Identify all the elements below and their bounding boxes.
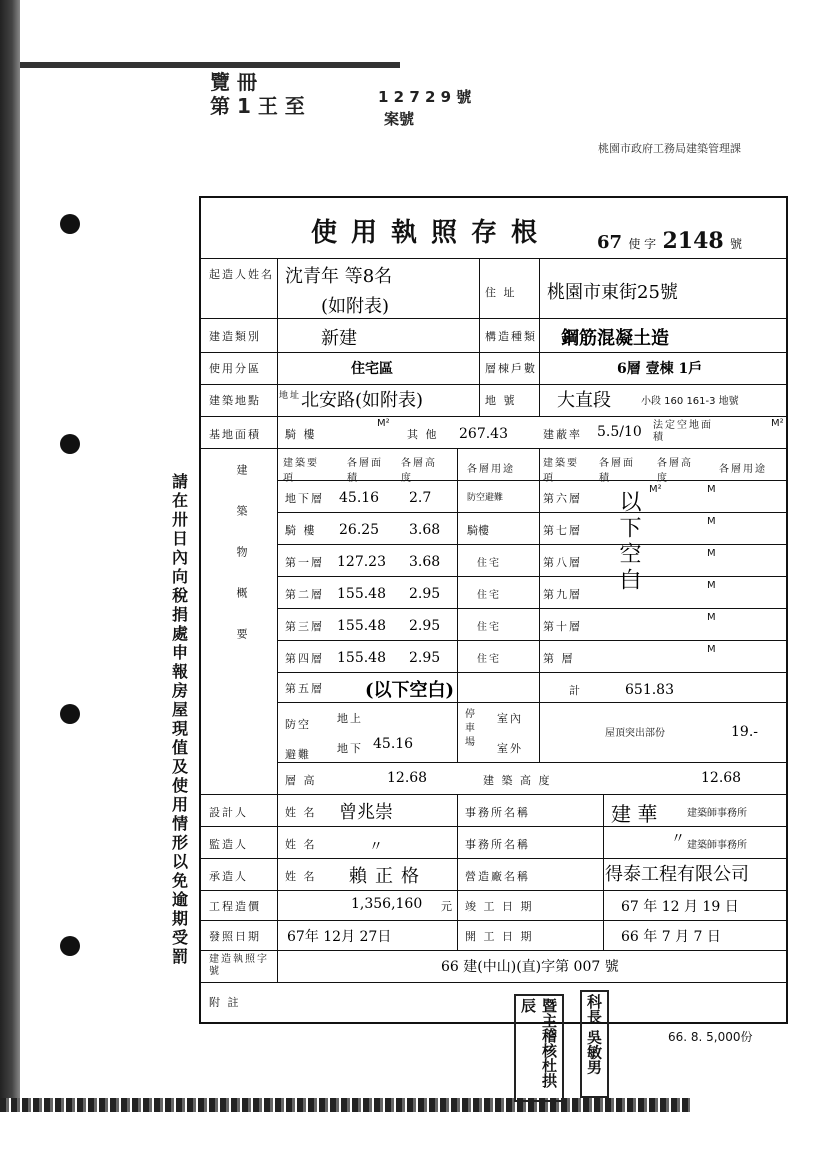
contractor-firm-label: 營造廠名稱 [465,870,530,883]
floor-area: 127.23 [337,554,386,570]
lot-value: 大直段 [557,390,611,411]
row-line [277,576,786,577]
upper-floor-blank: 以下空白 [616,490,641,594]
designer-firm-label: 事務所名稱 [465,806,530,819]
upper-floor-name: 第 層 [543,652,575,665]
floor-name: 第三層 [285,620,324,633]
shelter-label: 防空避難 [285,718,311,761]
floor-use: 住宅 [477,654,501,665]
building-overview-label: 建築物概要 [235,464,248,669]
unit-m2: M² [377,418,390,429]
floor-use: 住宅 [477,558,501,569]
header-stamp-left-top: 覽 冊 [210,70,257,94]
form-number-value: 2148 [662,228,724,254]
complete-label: 竣 工 日 期 [465,900,534,913]
cost-unit: 元 [441,900,452,913]
supervisor-name-label: 姓 名 [285,838,317,851]
lot-label: 地 號 [485,394,517,407]
scan-left-edge [0,0,20,1100]
floors-value: 6層 壹棟 1戶 [617,361,703,377]
coverage-value: 5.5/10 [597,424,642,440]
total-value: 651.83 [625,682,674,698]
row-line [201,352,786,353]
punch-hole [60,214,80,234]
supervisor-firm-label: 事務所名稱 [465,838,530,851]
parking-in-label: 室內 [497,712,523,725]
legal-open-label: 法定空地面積 [653,420,713,443]
contractor-name: 賴正格 [349,866,427,887]
row-line [277,640,786,641]
col-line [479,258,480,416]
roof-value: 19.- [731,724,758,740]
building-height-label: 建 築 高 度 [483,774,552,787]
punch-hole [60,704,80,724]
floor-name: 地下層 [285,492,324,505]
unit-m: M [707,516,716,527]
bottom-stamp-second: 科長 吳敏男 [580,990,609,1098]
row-line [277,512,786,513]
shelter-below-label: 地下 [337,742,363,755]
floor-use: 住宅 [477,590,501,601]
row-line [201,920,786,921]
address-value: 桃園市東街25號 [547,282,678,303]
row-line [277,762,786,763]
row-line [277,672,786,673]
upper-floor-name: 第七層 [543,524,582,537]
unit-m: M [707,580,716,591]
issue-label: 發照日期 [209,930,261,943]
floor-area: 45.16 [339,490,380,506]
row-line [201,794,786,795]
total-height-value: 12.68 [387,770,428,786]
unit-m2: M² [649,484,662,495]
shelter-above-label: 地上 [337,712,363,725]
site-value: 北安路(如附表) [301,390,424,411]
col-area-header: 各層面積 [347,458,383,484]
cost-value: 1,356,160 [351,896,423,912]
parking-label: 停車場 [465,709,477,748]
col-height-header-right: 各層高度 [657,458,693,484]
form-title: 使用執照存根 [311,218,552,248]
site-sub-label: 地址 [279,391,302,401]
bottom-stamp-first: 暨主稽核杜拱辰 [514,994,564,1102]
row-line [201,448,786,449]
col-line [603,794,604,890]
row-line [201,890,786,891]
floor-height: 3.68 [409,522,441,538]
header-stamp-mid-num: 1 2 7 2 9 號 [378,88,472,106]
unit-m: M [707,484,716,495]
structure-value: 鋼筋混凝土造 [561,328,669,349]
row-line [201,384,786,385]
address-label: 住 址 [485,286,517,299]
contractor-firm: 得泰工程有限公司 [605,864,749,885]
upper-floor-name: 第九層 [543,588,582,601]
col-line [539,448,540,762]
arcade-label: 騎 樓 [285,428,317,441]
permit-form [199,196,788,1024]
unit-m: M [707,612,716,623]
other-label: 其 他 [407,428,439,441]
floor-name: 第四層 [285,652,324,665]
permit-value: 66 建(中山)(直)字第 007 號 [441,959,619,975]
zone-value: 住宅區 [351,361,393,377]
floor-use: 騎樓 [467,524,489,537]
punch-hole [60,434,80,454]
col-line [539,258,540,416]
designer-label: 設計人 [209,806,248,819]
floor-use: 住宅 [477,622,501,633]
form-number-suffix: 號 [729,237,742,251]
remarks-label: 附 註 [209,996,241,1009]
floor-name: 騎 樓 [285,524,317,537]
permit-label: 建造執照字號 [209,954,269,977]
total-label: 計 [569,684,582,697]
lot-number: 小段 160 161-3 地號 [641,396,739,407]
punch-hole [60,936,80,956]
col-floor-header: 建築要項 [283,458,319,484]
row-line [277,702,786,703]
owner-label: 起造人姓名 [209,268,274,281]
roof-label: 屋頂突出部份 [605,728,665,739]
col-area-header-right: 各層面積 [599,458,635,484]
contractor-name-label: 姓 名 [285,870,317,883]
form-number-prefix: 67 [597,232,623,253]
floor-use: 防空避難 [467,493,504,503]
floor-height: 2.95 [409,618,441,634]
floor-height: 2.95 [409,650,441,666]
form-number [597,228,742,254]
row-line [201,318,786,319]
floor-area: 155.48 [337,650,386,666]
floor-name: 第五層 [285,682,324,695]
floor-height: 2.95 [409,586,441,602]
col-line [457,890,458,950]
side-note: 請在卅日內向稅捐處申報房屋現值及使用情形以免逾期受罰 [172,472,189,966]
upper-floor-name: 第八層 [543,556,582,569]
owner-note: (如附表) [321,296,390,317]
contractor-label: 承造人 [209,870,248,883]
edition-note: 66. 8. 5,000份 [668,1030,753,1044]
unit-m: M [707,644,716,655]
building-height-value: 12.68 [701,770,742,786]
header-stamp-left-num: 第 1 王 至 [210,94,305,118]
site-label: 建築地點 [209,394,261,407]
issue-value: 67年 12月 27日 [287,929,392,945]
fifth-floor-note: (以下空白) [365,680,455,701]
designer-firm: 建 華 [611,802,658,826]
floors-label: 層棟戶數 [485,362,537,375]
building-type-value: 新建 [321,328,357,349]
designer-name-label: 姓 名 [285,806,317,819]
supervisor-name: 〃 [369,839,383,855]
row-line [201,258,786,259]
col-line [457,448,458,762]
col-floor-header-right: 建築要項 [543,458,579,484]
designer-firm-suffix: 建築師事務所 [687,808,747,819]
row-line [201,858,786,859]
base-area-label: 基地面積 [209,428,261,441]
parking-out-label: 室外 [497,742,523,755]
row-line [201,982,786,983]
total-height-label: 層 高 [285,774,317,787]
unit-m: M [707,548,716,559]
row-line [201,416,786,417]
shelter-below-value: 45.16 [373,736,414,752]
start-value: 66 年 7 月 7 日 [621,929,721,945]
col-height-header: 各層高度 [401,458,437,484]
header-stamp-mid-text: 案號 [384,110,415,128]
row-line [277,544,786,545]
row-line [201,950,786,951]
complete-value: 67 年 12 月 19 日 [621,899,739,915]
supervisor-firm: 〃 [671,831,685,847]
structure-label: 構造種類 [485,330,537,343]
floor-area: 26.25 [339,522,380,538]
col-line [603,890,604,950]
col-use-header-right: 各層用途 [719,464,767,475]
other-value: 267.43 [459,426,508,442]
supervisor-label: 監造人 [209,838,248,851]
cost-label: 工程造價 [209,900,261,913]
floor-name: 第一層 [285,556,324,569]
designer-name: 曾兆崇 [339,802,393,823]
col-line [457,794,458,890]
coverage-label: 建蔽率 [543,428,582,441]
building-type-label: 建造類別 [209,330,261,343]
floor-name: 第二層 [285,588,324,601]
floor-area: 155.48 [337,618,386,634]
row-line [201,826,786,827]
col-line [277,258,278,982]
floor-height: 3.68 [409,554,441,570]
zone-label: 使用分區 [209,362,261,375]
header-stamp-right: 桃園市政府工務局建築管理課 [598,142,741,155]
floor-area: 155.48 [337,586,386,602]
upper-floor-name: 第十層 [543,620,582,633]
owner-value: 沈青年 等8名 [285,266,393,287]
row-line [277,608,786,609]
supervisor-firm-suffix: 建築師事務所 [687,840,747,851]
col-use-header: 各層用途 [467,464,515,475]
scan-bottom-edge [0,1098,690,1112]
start-label: 開 工 日 期 [465,930,534,943]
form-number-char: 使 字 [628,237,657,251]
unit-m2: M² [771,418,784,429]
upper-floor-name: 第六層 [543,492,582,505]
floor-height: 2.7 [409,490,432,506]
